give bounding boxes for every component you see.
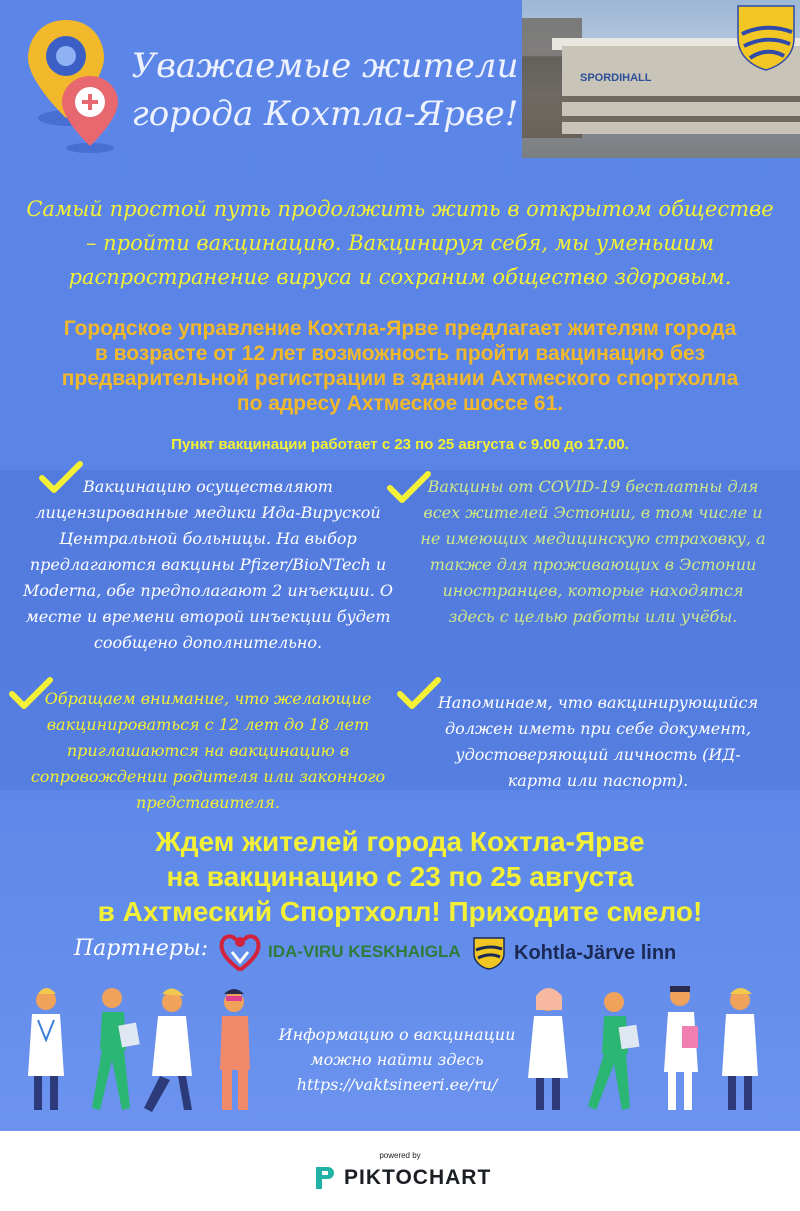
partner-hospital — [218, 932, 461, 972]
partner-city — [472, 936, 676, 970]
doctor-figure — [528, 988, 568, 1110]
page-title — [130, 42, 520, 138]
photo-sign: SPORDIHALL — [580, 72, 652, 84]
info-block-free-vaccine: Вакцины от COVID-19 бесплатны для всех жителей Эстонии, в том числе и не имеющих медицинскую страховку, а также для проживающих в Эстонии иностранцев, которые находятся здесь с целью работы или учёбы. — [420, 477, 766, 626]
invite-line-2: на вакцинацию с 23 по 25 августа — [166, 861, 634, 892]
nurse-figure — [588, 992, 639, 1110]
title-line-1: Уважаемые жители — [131, 46, 519, 86]
doctor-figure — [144, 988, 192, 1112]
hospital-logo-icon — [218, 932, 262, 972]
partner-city-name: Kohtla-Järve linn — [514, 941, 677, 964]
doctor-figure — [722, 988, 758, 1110]
info-block-medics: Вакцинацию осуществляют лицензированные медики Ида-Вируской Центральной больницы. На выбор предлагаются вакцины Pfizer/BioNTech и Moderna, обе предполагают 2 инъекции. О месте и времени второй инъекции будет сообщено дополнительно. — [23, 477, 393, 652]
invite-line-1: Ждем жителей города Кохтла-Ярве — [155, 826, 645, 857]
city-crest-icon — [736, 4, 796, 72]
piktochart-brand[interactable] — [312, 1165, 491, 1191]
partners-label: Партнеры: — [74, 936, 209, 961]
map-pin-icon — [22, 14, 132, 154]
invite-line-3: в Ахтмеский Спортхолл! Приходите смело! — [97, 896, 703, 927]
kohtla-jarve-logo-icon — [472, 936, 506, 970]
vaccination-info-link[interactable]: https://vaktsineeri.ee/ru/ — [296, 1075, 498, 1094]
partner-hospital-name: IDA-VIRU KESKHAIGLA — [268, 942, 461, 961]
info-block-documents: Напоминаем, что вакцинирующийся должен иметь при себе документ, удостоверяющий личность (ИД-карта или паспорт). — [437, 693, 759, 790]
intro-text: Самый простой путь продолжить жить в открытом обществе – пройти вакцинацию. Вакцинируя себя, мы уменьшим распространение вируса и сохраним общество здоровым. — [26, 197, 774, 289]
doctor-figure — [28, 988, 64, 1110]
hours-text: Пункт вакцинации работает с 23 по 25 августа с 9.00 до 17.00. — [171, 436, 629, 453]
nurse-figure — [220, 989, 250, 1110]
title-line-2: города Кохтла-Ярве! — [131, 94, 519, 134]
piktochart-name: PIKTOCHART — [344, 1166, 492, 1189]
info-line-1: Информацию о вакцинации — [278, 1025, 516, 1044]
piktochart-logo-icon — [312, 1165, 336, 1191]
doctor-figure — [664, 986, 698, 1110]
footer — [0, 1131, 800, 1211]
info-section — [262, 1022, 532, 1097]
powered-by-label: powered by — [379, 1151, 421, 1160]
offer-text: Городское управление Кохтла-Ярве предлагает жителям города в возрасте от 12 лет возможность пройти вакцинацию без предварительной регистрации в здании Ахтмеского спортхолла по адресу Ахтмеское шоссе 61. — [61, 317, 739, 415]
nurse-figure — [92, 988, 140, 1110]
invite-text — [40, 824, 760, 929]
info-block-minors: Обращаем внимание, что желающие вакцинироваться с 12 лет до 18 лет приглашаются на вакцинацию в сопровождении родителя или законного представителя. — [30, 689, 386, 812]
info-line-2: можно найти здесь — [310, 1050, 484, 1069]
